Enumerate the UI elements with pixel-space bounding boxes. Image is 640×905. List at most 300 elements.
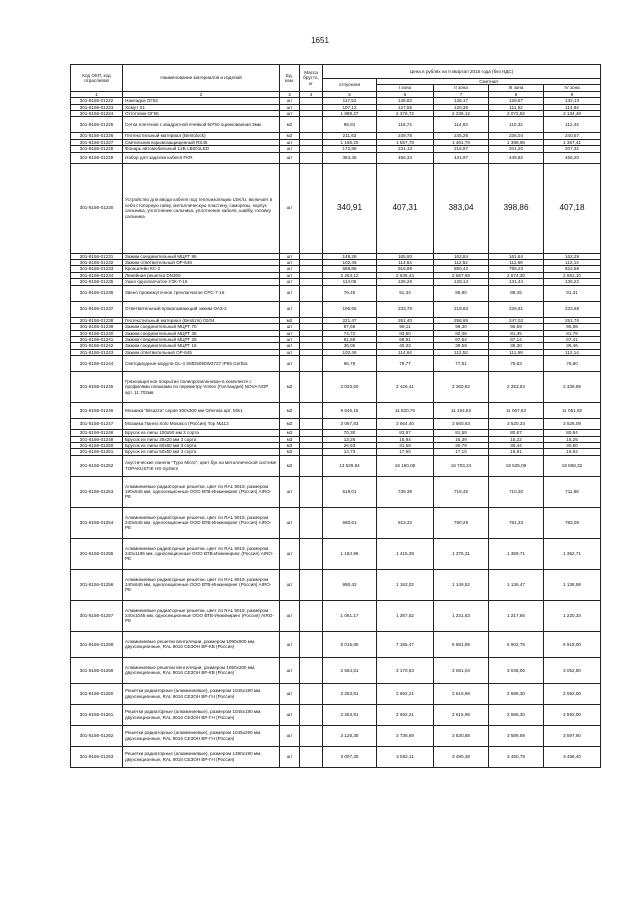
zone-1-price-cell: 2 426,41 [377,372,434,403]
name-cell: Брусок из липы 100х50 мм 3 сорта [123,430,280,436]
zone-4-price-cell: 11 051,92 [544,403,601,419]
zone-1-price-cell: 233,76 [377,301,434,317]
code-cell: 301-8156-01262 [71,725,123,746]
name-cell: Мозаика Панно Solo Mosaico (Россия) Тор №113 [123,419,280,430]
unit-cell: шт [280,349,300,355]
table-row [71,419,601,430]
code-cell: 301-8156-01252 [71,455,123,476]
zone-3-price-cell: 30,44 [489,442,544,448]
zone-1-price-cell: 31,58 [377,442,434,448]
mass-cell [300,403,323,419]
zone-3-price-cell: 2 586,30 [489,704,544,725]
release-price-cell: 1 889,27 [323,111,377,117]
unit-cell: шт [280,356,300,372]
code-cell: 301-8156-01232 [71,260,123,266]
name-cell: Алюминиевые радиаторные решетки, цвет по RAL 9019, размером 240х640 мм, односекционные ООО ВТВ-Инжиниринг (Россия) AIRO-PE [123,569,280,600]
release-price-cell: 2 253,91 [323,683,377,704]
table-row [71,538,601,569]
zone-3-price-cell: 81,45 [489,330,544,336]
zone-4-price-cell: 15 559,32 [544,455,601,476]
release-price-cell: 384,45 [323,152,377,163]
release-price-cell: 117,52 [323,98,377,104]
code-cell: 301-8156-01234 [71,272,123,278]
mass-cell [300,507,323,538]
zone-3-price-cell: 1 398,96 [489,139,544,145]
code-cell: 301-8156-01227 [71,139,123,145]
zone-4-price-cell: 407,18 [544,163,601,253]
zone-1-price-cell: 83,60 [377,330,434,336]
zone-3-price-cell: 128,57 [489,98,544,104]
unit-cell: м2 [280,372,300,403]
zone-3-price-cell: 111,69 [489,349,544,355]
table-row [71,372,601,403]
name-cell: Светильник взрывозащищенный RS45 [123,139,280,145]
zone-4-price-cell: 251,76 [544,317,601,323]
code-cell: 301-8156-01259 [71,657,123,683]
zone-4-price-cell: 456,20 [544,152,601,163]
zone-2-price-cell: 2 587,69 [434,272,489,278]
zone-1-price-cell: 231,13 [377,146,434,152]
name-cell: Звено промежуточное трехлапчатое СРС-7-16 [123,285,280,301]
zone-3-price-cell: 80,67 [489,430,544,436]
zone-4-price-cell: 2 592,00 [544,683,601,704]
unit-cell: м3 [280,430,300,436]
zone-3-price-cell: 2 574,30 [489,272,544,278]
name-cell: Отготовок ОГ55 [123,111,280,117]
zone-2-price-cell: 11 194,52 [434,403,489,419]
code-cell: 301-8156-01257 [71,600,123,631]
zone-1-price-cell: 136,26 [377,279,434,285]
zone-3-price-cell: 3 450,79 [489,746,544,767]
table-row [71,455,601,476]
zone-1-price-cell: 16 160,08 [377,455,434,476]
table-row [71,476,601,507]
mass-cell [300,569,323,600]
unit-cell: шт [280,272,300,278]
release-price-cell: 26,53 [323,442,377,448]
zone-1-price-cell: 2 692,21 [377,704,434,725]
name-cell: Алюминиевые радиаторные решетки, цвет по RAL 9019, размером 240х545 мм, односекционные ООО ВТВ-Инжиниринг (Россия) AIRO-PE [123,507,280,538]
name-cell: Накладка ОГ52 [123,98,280,104]
zone-2-price-cell: 718,45 [434,476,489,507]
release-price-cell: 107,12 [323,104,377,110]
mass-cell [300,746,323,767]
release-price-cell: 680,61 [323,507,377,538]
zone-4-price-cell: 16,94 [544,449,601,455]
zone-2-price-cell: 3 630,88 [434,725,489,746]
code-cell: 301-8156-01258 [71,631,123,657]
zone-4-price-cell: 162,29 [544,253,601,259]
unit-cell: шт [280,152,300,163]
zone-1-price-cell: 2 635,44 [377,272,434,278]
unit-cell: шт [280,279,300,285]
zone-2-price-cell: 77,51 [434,356,489,372]
col-number: 7 [434,91,489,97]
header-mass: Масса брутто, кг [300,65,323,92]
name-cell: Зажим соединительный МЦРТ 25 [123,336,280,342]
unit-cell: шт [280,336,300,342]
zone-4-price-cell: 1 362,71 [544,538,601,569]
zone-4-price-cell: 132,13 [544,98,601,104]
code-cell: 301-8156-01260 [71,683,123,704]
zone-2-price-cell: 112,52 [434,260,489,266]
name-cell: Решетки радиаторные (алюминиевые), размером 1045х290 мм, двухсекционные, RAL 9016 СЕЗОН ВР-ГН (Россия) [123,725,280,746]
unit-cell: шт [280,260,300,266]
code-cell: 301-8156-01225 [71,117,123,133]
zone-4-price-cell: 3 597,60 [544,725,601,746]
mass-cell [300,356,323,372]
zone-1-price-cell: 68,91 [377,336,434,342]
code-cell: 301-8156-01238 [71,317,123,323]
zone-4-price-cell: 822,59 [544,266,601,272]
name-cell: Устройство для ввода кабеля под теплоизоляцию LEK/U, включает в себя стопорную гайку, металлическую пластину, саморезы, корпус сальника, уплотнение сальника, уплотнение кабеля, шайбу, головку сальника [123,163,280,253]
unit-cell: шт [280,704,300,725]
zone-3-price-cell: 3 046,06 [489,657,544,683]
name-cell: Светодиодные модули GL-4 SMD5050W3737 IP65 Gertlac [123,356,280,372]
name-cell: Акустические панели "Typo Micro", цвет бук на металлической системе TOPAKUSTIK HS-System [123,455,280,476]
zone-1-price-cell: 98,11 [377,324,434,330]
release-price-cell: 221,47 [323,317,377,323]
zone-2-price-cell: 3 490,39 [434,746,489,767]
release-price-cell: 102,46 [323,260,377,266]
zone-2-price-cell: 245,26 [434,133,489,139]
zone-4-price-cell: 2 134,48 [544,111,601,117]
unit-cell: м3 [280,436,300,442]
zone-3-price-cell: 781,33 [489,507,544,538]
name-cell: Алюминиевые радиаторные решетки, цвет по RAL 9019, размером 240х1045 мм, односекционные ООО ВТВ-Инжиниринг (Россия) AIRO-PE [123,600,280,631]
zone-1-price-cell: 249,78 [377,133,434,139]
zone-3-price-cell: 2 353,84 [489,372,544,403]
header-code: Код ОКП, код отраслевой [71,65,123,92]
code-cell: 301-8156-01249 [71,436,123,442]
code-cell: 301-8156-01254 [71,507,123,538]
zone-1-price-cell: 165,90 [377,253,434,259]
zone-2-price-cell: 790,29 [434,507,489,538]
table-row [71,507,601,538]
release-price-cell: 1 165,20 [323,139,377,145]
zone-2-price-cell: 114,63 [434,117,489,133]
zone-3-price-cell: 710,30 [489,476,544,507]
zone-4-price-cell: 114,94 [544,104,601,110]
col-number: 8 [489,91,544,97]
unit-cell: м2 [280,455,300,476]
release-price-cell: 211,63 [323,133,377,139]
release-price-cell: 114,05 [323,279,377,285]
zone-4-price-cell: 39,46 [544,343,601,349]
release-price-cell: 148,28 [323,253,377,259]
name-cell: Решетки радиаторные (алюминиевые), размером 1045х190 мм, двухсекционные, RAL 9016 СЕЗОН ВР-ГН (Россия) [123,704,280,725]
unit-cell: шт [280,725,300,746]
table-row [71,746,601,767]
zone-1-price-cell: 127,55 [377,104,434,110]
zone-3-price-cell: 1 217,66 [489,600,544,631]
col-number: 4 [300,91,323,97]
zone-1-price-cell: 2 692,21 [377,683,434,704]
code-cell: 301-8156-01244 [71,356,123,372]
name-cell: Набор для заделки кабеля FKR [123,152,280,163]
zone-3-price-cell: 16,91 [489,449,544,455]
zone-1-price-cell: 1 415,39 [377,538,434,569]
zone-2-price-cell: 6 981,99 [434,631,489,657]
zone-4-price-cell: 233,68 [544,301,601,317]
table-row [71,356,601,372]
name-cell: Зажим ответвительный ОР-645 [123,349,280,355]
table-row [71,301,601,317]
zone-1-price-cell: 739,39 [377,476,434,507]
release-price-cell: 619,01 [323,476,377,507]
release-price-cell: 1 184,96 [323,538,377,569]
zone-4-price-cell: 2 338,98 [544,372,601,403]
code-cell: 301-8156-01256 [71,569,123,600]
unit-cell: м2 [280,133,300,139]
zone-1-price-cell: 261,40 [377,317,434,323]
col-number: 1 [71,91,123,97]
zone-4-price-cell: 95,98 [544,324,601,330]
zone-4-price-cell: 2 592,00 [544,704,601,725]
zone-4-price-cell: 91,31 [544,285,601,301]
col-number: 9 [544,91,601,97]
zone-2-price-cell: 256,66 [434,317,489,323]
zone-4-price-cell: 1 138,98 [544,569,601,600]
mass-cell [300,657,323,683]
unit-cell: шт [280,139,300,145]
col-number: 3 [280,91,300,97]
name-cell: Кронштейн КС-2 [123,266,280,272]
release-price-cell: 2 253,91 [323,704,377,725]
code-cell: 301-8156-01222 [71,98,123,104]
table-row [71,285,601,301]
code-cell: 301-8156-01236 [71,285,123,301]
zone-2-price-cell: 3 560,63 [434,419,489,430]
zone-3-price-cell: 131,44 [489,279,544,285]
code-cell: 301-8156-01245 [71,372,123,403]
mass-cell [300,419,323,430]
release-price-cell: 340,91 [323,163,377,253]
zone-2-price-cell: 112,52 [434,349,489,355]
name-cell: Зажим соединительный МЦРТ 95 [123,253,280,259]
unit-cell: шт [280,507,300,538]
zone-4-price-cell: 112,44 [544,117,601,133]
zone-3-price-cell: 1 359,71 [489,538,544,569]
zone-3-price-cell: 226,91 [489,301,544,317]
name-cell: Алюминиевые решетки вентиляции, размером 1090х200 мм, двухсекционные, RAL 9016 СЕЗОН ВР-КВ (Россия) [123,657,280,683]
unit-cell: шт [280,301,300,317]
mass-cell [300,600,323,631]
table-row [71,704,601,725]
code-cell: 301-8156-01261 [71,704,123,725]
release-price-cell: 76,45 [323,285,377,301]
zone-1-price-cell: 407,31 [377,163,434,253]
header-estimated: Сметная [377,79,601,85]
code-cell: 301-8156-01240 [71,330,123,336]
name-cell: Ушко однолапчатое УЗК-7-16 [123,279,280,285]
code-cell: 301-8156-01247 [71,419,123,430]
zone-2-price-cell: 3 081,04 [434,657,489,683]
release-price-cell: 172,88 [323,146,377,152]
zone-2-price-cell: 138,17 [434,98,489,104]
unit-cell: шт [280,104,300,110]
zone-2-price-cell: 2 235,12 [434,111,489,117]
zone-1-price-cell: 3 170,63 [377,657,434,683]
zone-1-price-cell: 40,33 [377,343,434,349]
zone-1-price-cell: 1 183,02 [377,569,434,600]
zone-4-price-cell: 240,57 [544,133,601,139]
zone-2-price-cell: 431,97 [434,152,489,163]
code-cell: 301-8156-01229 [71,152,123,163]
name-cell: Брусок из липы 30х20 мм 3 сорта [123,436,280,442]
zone-2-price-cell: 1 149,52 [434,569,489,600]
name-cell: Фонарь автомобильный 12В LB001LED [123,146,280,152]
zone-3-price-cell: 2 072,82 [489,111,544,117]
zone-2-price-cell: 1 231,63 [434,600,489,631]
release-price-cell: 3 067,83 [323,419,377,430]
name-cell: Зажим соединительный МЦРТ 35 [123,330,280,336]
zone-3-price-cell: 398,86 [489,163,544,253]
zone-1-price-cell: 15,84 [377,436,434,442]
unit-cell: м2 [280,117,300,133]
mass-cell [300,683,323,704]
zone-1-price-cell: 116,74 [377,117,434,133]
zone-4-price-cell: 81,78 [544,330,601,336]
release-price-cell: 36,05 [323,343,377,349]
zone-4-price-cell: 207,31 [544,146,601,152]
zone-4-price-cell: 6 918,00 [544,631,601,657]
table-row [71,631,601,657]
zone-3-price-cell: 3 589,69 [489,725,544,746]
zone-1-price-cell: 1 557,78 [377,139,434,145]
zone-1-price-cell: 1 267,52 [377,600,434,631]
release-price-cell: 14,73 [323,449,377,455]
code-cell: 301-8156-01228 [71,146,123,152]
zone-3-price-cell: 67,14 [489,336,544,342]
price-table [70,64,601,768]
unit-cell: шт [280,163,300,253]
zone-3-price-cell: 1 136,47 [489,569,544,600]
zone-2-price-cell: 2 360,82 [434,372,489,403]
page-number: 1651 [311,36,329,45]
release-price-cell: 87,68 [323,324,377,330]
unit-cell: шт [280,600,300,631]
name-cell: Ответвительный прокалывающий зажим ОАЗ-2 [123,301,280,317]
release-price-cell: 2 033,50 [323,372,377,403]
zone-3-price-cell: 11 067,53 [489,403,544,419]
unit-cell: м2 [280,403,300,419]
header-release: отпускная [323,79,377,92]
zone-1-price-cell: 114,64 [377,349,434,355]
mass-cell [300,704,323,725]
release-price-cell: 6 015,85 [323,631,377,657]
name-cell: Алюминиевые радиаторные решетки, цвет по RAL 9019, размером 190х545 мм, односекционные ООО ВТВ-Инжиниринг (Россия) AIRO-PE [123,476,280,507]
code-cell: 301-8156-01239 [71,324,123,330]
name-cell: Решетки радиаторные (алюминиевые), размером 1045х190 мм, двухсекционные, RAL 9016 СЕЗОН ВР-ГН (Россия) [123,683,280,704]
zone-4-price-cell: 3 052,80 [544,657,601,683]
zone-2-price-cell: 17,10 [434,449,489,455]
unit-cell: м2 [280,419,300,430]
unit-cell: м3 [280,449,300,455]
table-row [71,657,601,683]
zone-3-price-cell: 111,52 [489,104,544,110]
name-cell: Зажим соединительный МЦРТ 16 [123,343,280,349]
code-cell: 301-8156-01253 [71,476,123,507]
unit-cell: шт [280,538,300,569]
name-cell: Сетка плетеная с квадратной ячейкой 50*50 оцинкованная 3мм [123,117,280,133]
zone-4-price-cell: 30,50 [544,442,601,448]
zone-1-price-cell: 145,82 [377,98,434,104]
zone-2-price-cell: 860,42 [434,266,489,272]
code-cell: 301-8156-01255 [71,538,123,569]
name-cell: Брусок из липы 60х60 мм 3 сорта [123,442,280,448]
mass-cell [300,301,323,317]
zone-1-price-cell: 7 185,47 [377,631,434,657]
unit-cell: м3 [280,442,300,448]
zone-4-price-cell: 76,80 [544,356,601,372]
mass-cell [300,538,323,569]
zone-3-price-cell: 39,30 [489,343,544,349]
zone-2-price-cell: 39,59 [434,343,489,349]
col-number: 5 [323,91,377,97]
name-cell: Линейная решетка DN300 [123,272,280,278]
table-row [71,683,601,704]
table-row [71,403,601,419]
zone-3-price-cell: 88,45 [489,285,544,301]
zone-1-price-cell: 114,64 [377,260,434,266]
code-cell: 301-8156-01235 [71,279,123,285]
zone-3-price-cell: 110,32 [489,117,544,133]
zone-1-price-cell: 456,34 [377,152,434,163]
zone-2-price-cell: 120,36 [434,104,489,110]
zone-3-price-cell: 15 525,09 [489,455,544,476]
zone-2-price-cell: 15 703,24 [434,455,489,476]
zone-2-price-cell: 85,90 [434,285,489,301]
unit-cell: шт [280,253,300,259]
unit-cell: шт [280,146,300,152]
zone-4-price-cell: 15,25 [544,436,601,442]
zone-4-price-cell: 112,14 [544,349,601,355]
unit-cell: шт [280,330,300,336]
zone-2-price-cell: 67,64 [434,336,489,342]
table-row [71,600,601,631]
zone-1-price-cell: 2 376,72 [377,111,434,117]
unit-cell: м2 [280,317,300,323]
release-price-cell: 2 264,12 [323,272,377,278]
zone-4-price-cell: 711,88 [544,476,601,507]
release-price-cell: 9 645,15 [323,403,377,419]
code-cell: 301-8156-01246 [71,403,123,419]
col-number: 2 [123,91,280,97]
zone-3-price-cell: 6 902,76 [489,631,544,657]
name-cell: Мозаика "Bisazza" серая 300х300 мм Orlensia арт. Mis1 [123,403,280,419]
name-cell: Зажим соединительный МЦРТ 70 [123,324,280,330]
zone-2-price-cell: 1 461,70 [434,139,489,145]
code-cell: 301-8156-01250 [71,442,123,448]
mass-cell [300,476,323,507]
zone-4-price-cell: 136,22 [544,279,601,285]
unit-cell: шт [280,266,300,272]
zone-1-price-cell: 79,77 [377,356,434,372]
name-cell: Решетки радиаторные (алюминиевые), размером 1390х190 мм, двухсекционные, RAL 9016 СЕЗОН ВР-ГН (Россия) [123,746,280,767]
unit-cell: шт [280,324,300,330]
zone-3-price-cell: 3 520,24 [489,419,544,430]
zone-4-price-cell: 1 220,34 [544,600,601,631]
code-cell: 301-8156-01241 [71,336,123,342]
zone-2-price-cell: 2 615,98 [434,704,489,725]
zone-2-price-cell: 219,83 [434,301,489,317]
unit-cell: шт [280,343,300,349]
zone-1-price-cell: 83,97 [377,430,434,436]
zone-2-price-cell: 128,14 [434,279,489,285]
zone-4-price-cell: 80,84 [544,430,601,436]
zone-1-price-cell: 813,32 [377,507,434,538]
